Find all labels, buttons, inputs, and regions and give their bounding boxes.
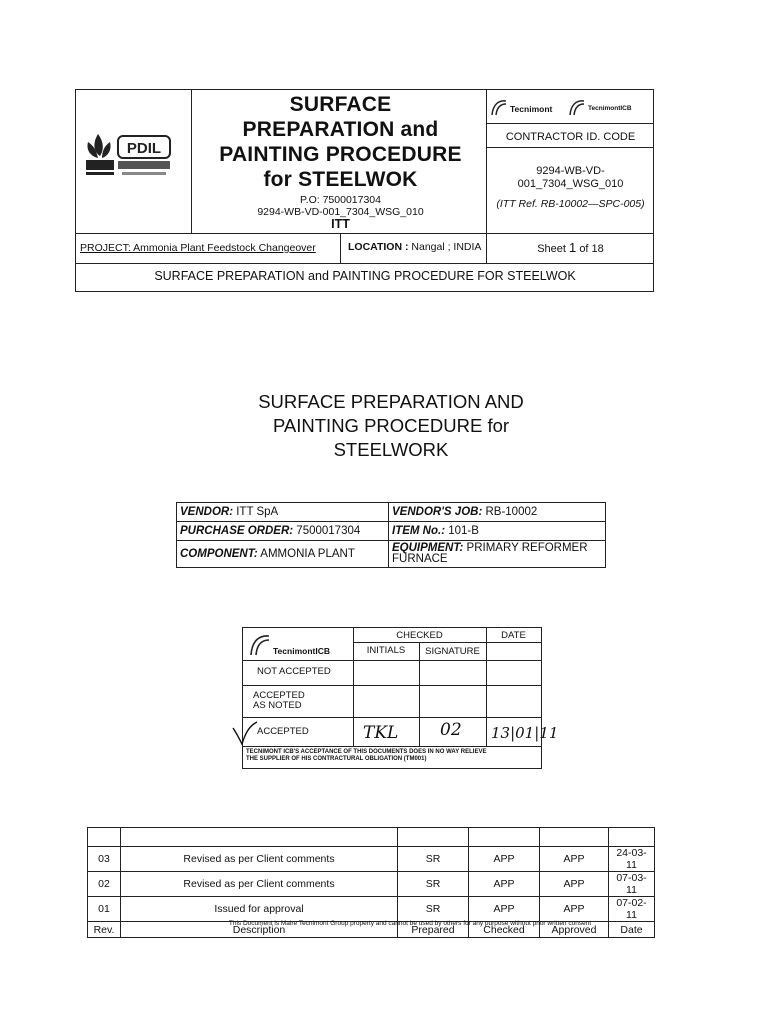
date-header: DATE [501,630,526,641]
location-label: LOCATION : [348,241,409,253]
approval-stamp [242,627,559,769]
table-row: 03 Revised as per Client comments SR APP APP 24-03-11 [88,847,655,872]
header-title: SURFACE PREPARATION and PAINTING PROCEDURE for STEELWOK [219,93,462,191]
tecnimont-logo: Tecnimont [490,96,570,118]
signature-header: SIGNATURE [425,646,480,657]
tecnimont-arch-icon [249,632,271,656]
contractor-code-line-1: 9294-WB-VD- [536,165,605,177]
accepted-as-noted-label: ACCEPTED AS NOTED [253,690,305,711]
company-name: ITT [331,217,350,231]
table-row: COMPONENT: AMMONIA PLANT EQUIPMENT: PRIMARY REFORMER FURNACE [177,541,606,568]
sheet-number: Sheet 1 of 18 [537,240,604,255]
table-row: 01 Issued for approval SR APP APP 07-02-11 [88,897,655,922]
table-row [88,828,655,847]
handwritten-initials: TKL [363,723,399,743]
tecnimont-arch-icon [490,98,508,116]
table-row: VENDOR: ITT SpA VENDOR'S JOB: RB-10002 [177,503,606,522]
main-title: SURFACE PREPARATION AND PAINTING PROCEDURE for STEELWORK [258,391,524,460]
project-name: PROJECT: Ammonia Plant Feedstock Changeover [80,242,316,254]
document-header [75,89,654,292]
checkmark-icon [231,720,259,746]
checked-header: CHECKED [396,630,443,641]
revision-header-row: Rev. Description Prepared Checked Approved Date [88,922,655,938]
contractor-id-label: CONTRACTOR ID. CODE [505,131,636,143]
accepted-label: ACCEPTED [257,726,309,737]
vendor-info-table [176,502,606,568]
table-row: 02 Revised as per Client comments SR APP APP 07-03-11 [88,872,655,897]
tecnimont-icb-arch-icon [568,98,586,116]
pdil-logo [82,130,186,190]
table-row: PURCHASE ORDER: 7500017304 ITEM No.: 101-B [177,522,606,541]
location [348,241,481,253]
approval-logo: TecnimontICB [249,632,349,658]
initials-header: INITIALS [366,645,406,656]
header-subtitle: SURFACE PREPARATION and PAINTING PROCEDURE FOR STEELWOK [154,269,576,283]
handwritten-date: 13|01|11 [491,724,559,742]
acceptance-disclaimer: TECNIMONT ICB'S ACCEPTANCE OF THIS DOCUMENTS DOES IN NO WAY RELIEVE THE SUPPLIER OF HIS CONTRACTURAL OBLIGATION (TM001) [246,749,487,762]
tecnimont-icb-logo: TecnimontICB [568,96,654,118]
location-value: Nangal ; INDIA [411,241,482,253]
purchase-order-number: P.O: 7500017304 [300,194,381,206]
ownership-footer: This Document is Maire Tecnimont Group property and cannot be used by others for any purpose without prior written consent [228,920,592,927]
itt-reference: (ITT Ref. RB-10002—SPC-005) [496,198,645,210]
contractor-code-line-2: 001_7304_WSG_010 [517,178,624,190]
not-accepted-label: NOT ACCEPTED [257,666,331,677]
document-number: 9294-WB-VD-001_7304_WSG_010 [257,206,424,218]
handwritten-signature: 02 [440,720,462,740]
svg-text:PDIL: PDIL [126,140,162,157]
